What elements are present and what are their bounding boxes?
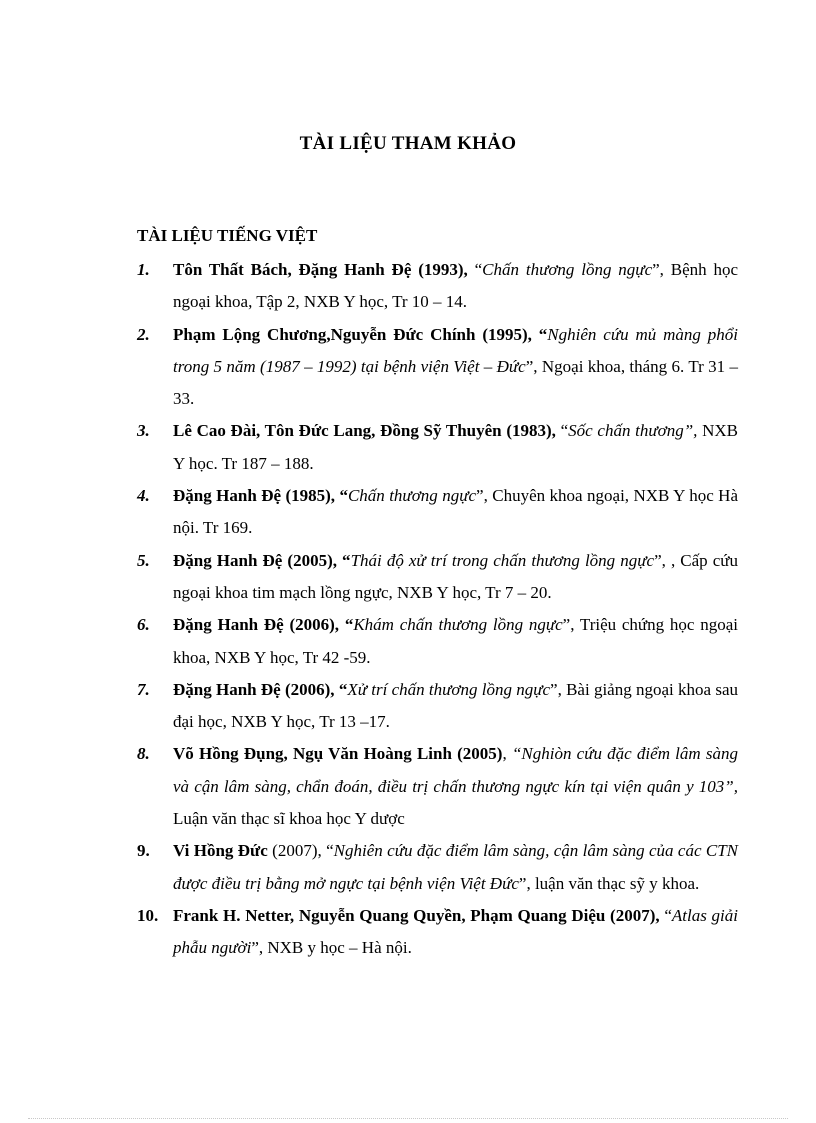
reference-title: Xử trí chấn thương lồng ngực	[347, 679, 551, 699]
reference-number: 6.	[137, 615, 150, 635]
reference-authors: Đặng Hanh Đệ (2006), “	[173, 679, 348, 699]
section-heading: TÀI LIỆU TIẾNG VIỆT	[137, 226, 318, 245]
reference-details: ”, Bệnh học ngoại khoa, Tập 2, NXB Y học, Tr 10 – 14.	[173, 260, 739, 312]
reference-title: Sốc chấn thương”,	[568, 421, 698, 441]
reference-title: Nghiên cứu đặc điểm lâm sàng, cận lâm sàng của các CTN được điều trị bằng mở ngực tại bệnh viện Việt Đức	[173, 841, 739, 893]
reference-item	[0, 609, 816, 674]
reference-item	[0, 415, 816, 480]
reference-title: “Nghiòn cứu đặc điểm lâm sàng và cận lâm sàng, chẩn đoán, điều trị chấn thương ngực kín tại viện quân y 103”,	[173, 744, 739, 796]
reference-authors: Tôn Thất Bách, Đặng Hanh Đệ (1993),	[173, 260, 468, 279]
reference-authors: Frank H. Netter, Nguyễn Quang Quyền, Phạm Quang Diệu (2007),	[173, 905, 660, 925]
reference-quote-open: (2007), “	[267, 841, 334, 861]
reference-quote-open: “	[467, 260, 483, 279]
reference-details: ”, luận văn thạc sỹ y khoa.	[518, 873, 700, 893]
reference-item	[0, 319, 816, 416]
reference-number: 3.	[137, 421, 150, 441]
reference-details: ”, , Cấp cứu ngoại khoa tim mạch lồng ngực, NXB Y học, Tr 7 – 20.	[173, 550, 738, 602]
reference-authors: Đặng Hanh Đệ (2005), “	[173, 550, 351, 570]
reference-details: ”, Chuyên khoa ngoại, NXB Y học Hà nội. Tr 169.	[173, 486, 738, 538]
reference-authors: Lê Cao Đài, Tôn Đức Lang, Đồng Sỹ Thuyên (1983),	[173, 421, 556, 441]
reference-item	[0, 900, 816, 965]
reference-details: Luận văn thạc sĩ khoa học Y dược	[173, 809, 405, 829]
reference-title: Khám chấn thương lồng ngực	[353, 615, 563, 635]
reference-item	[0, 674, 816, 739]
reference-authors: Đặng Hanh Đệ (1985), “	[173, 486, 348, 506]
reference-details: ”, Ngoại khoa, tháng 6. Tr 31 – 33.	[173, 356, 738, 409]
reference-number: 1.	[137, 260, 150, 279]
reference-authors: Phạm Lộng Chương,Nguyễn Đức Chính (1995), “	[173, 324, 548, 344]
reference-list	[0, 254, 816, 965]
reference-details: ”, Triệu chứng học ngoại khoa, NXB Y học, Tr 42 -59.	[173, 615, 738, 667]
reference-details: ”, NXB y học – Hà nội.	[251, 938, 412, 958]
reference-authors: Đặng Hanh Đệ (2006), “	[173, 615, 354, 635]
reference-title: Chấn thương ngực	[347, 486, 477, 506]
reference-title: Nghiên cứu mủ màng phổi trong 5 năm (1987 – 1992) tại bệnh viện Việt – Đức	[173, 324, 738, 376]
reference-item	[0, 738, 816, 835]
reference-quote-open: “	[659, 905, 672, 925]
reference-item	[0, 835, 816, 900]
reference-quote-open: ,	[502, 744, 512, 764]
reference-item	[0, 480, 816, 545]
reference-details: ”, Bài giảng ngoại khoa sau đại học, NXB Y học, Tr 13 –17.	[173, 679, 739, 732]
page-title: TÀI LIỆU THAM KHẢO	[299, 133, 517, 154]
reference-title: Thái độ xử trí trong chấn thương lồng ngực	[350, 550, 655, 570]
reference-details: NXB Y học. Tr 187 – 188.	[173, 421, 738, 473]
reference-title: Atlas giải phẫu người	[173, 905, 738, 958]
reference-number: 10.	[137, 905, 159, 925]
reference-authors: Vi Hồng Đức	[173, 841, 268, 861]
reference-authors: Võ Hồng Đụng, Ngụ Văn Hoàng Linh (2005)	[173, 744, 503, 764]
reference-number: 5.	[137, 550, 150, 570]
reference-number: 7.	[137, 679, 150, 699]
page-bottom-border	[28, 1118, 788, 1119]
reference-item	[0, 254, 816, 319]
reference-quote-open: “	[555, 421, 569, 441]
reference-item	[0, 545, 816, 610]
reference-number: 4.	[137, 486, 150, 506]
reference-number: 8.	[137, 744, 150, 764]
reference-number: 9.	[137, 841, 150, 861]
reference-number: 2.	[137, 324, 150, 344]
reference-title: Chấn thương lồng ngực	[482, 260, 653, 279]
